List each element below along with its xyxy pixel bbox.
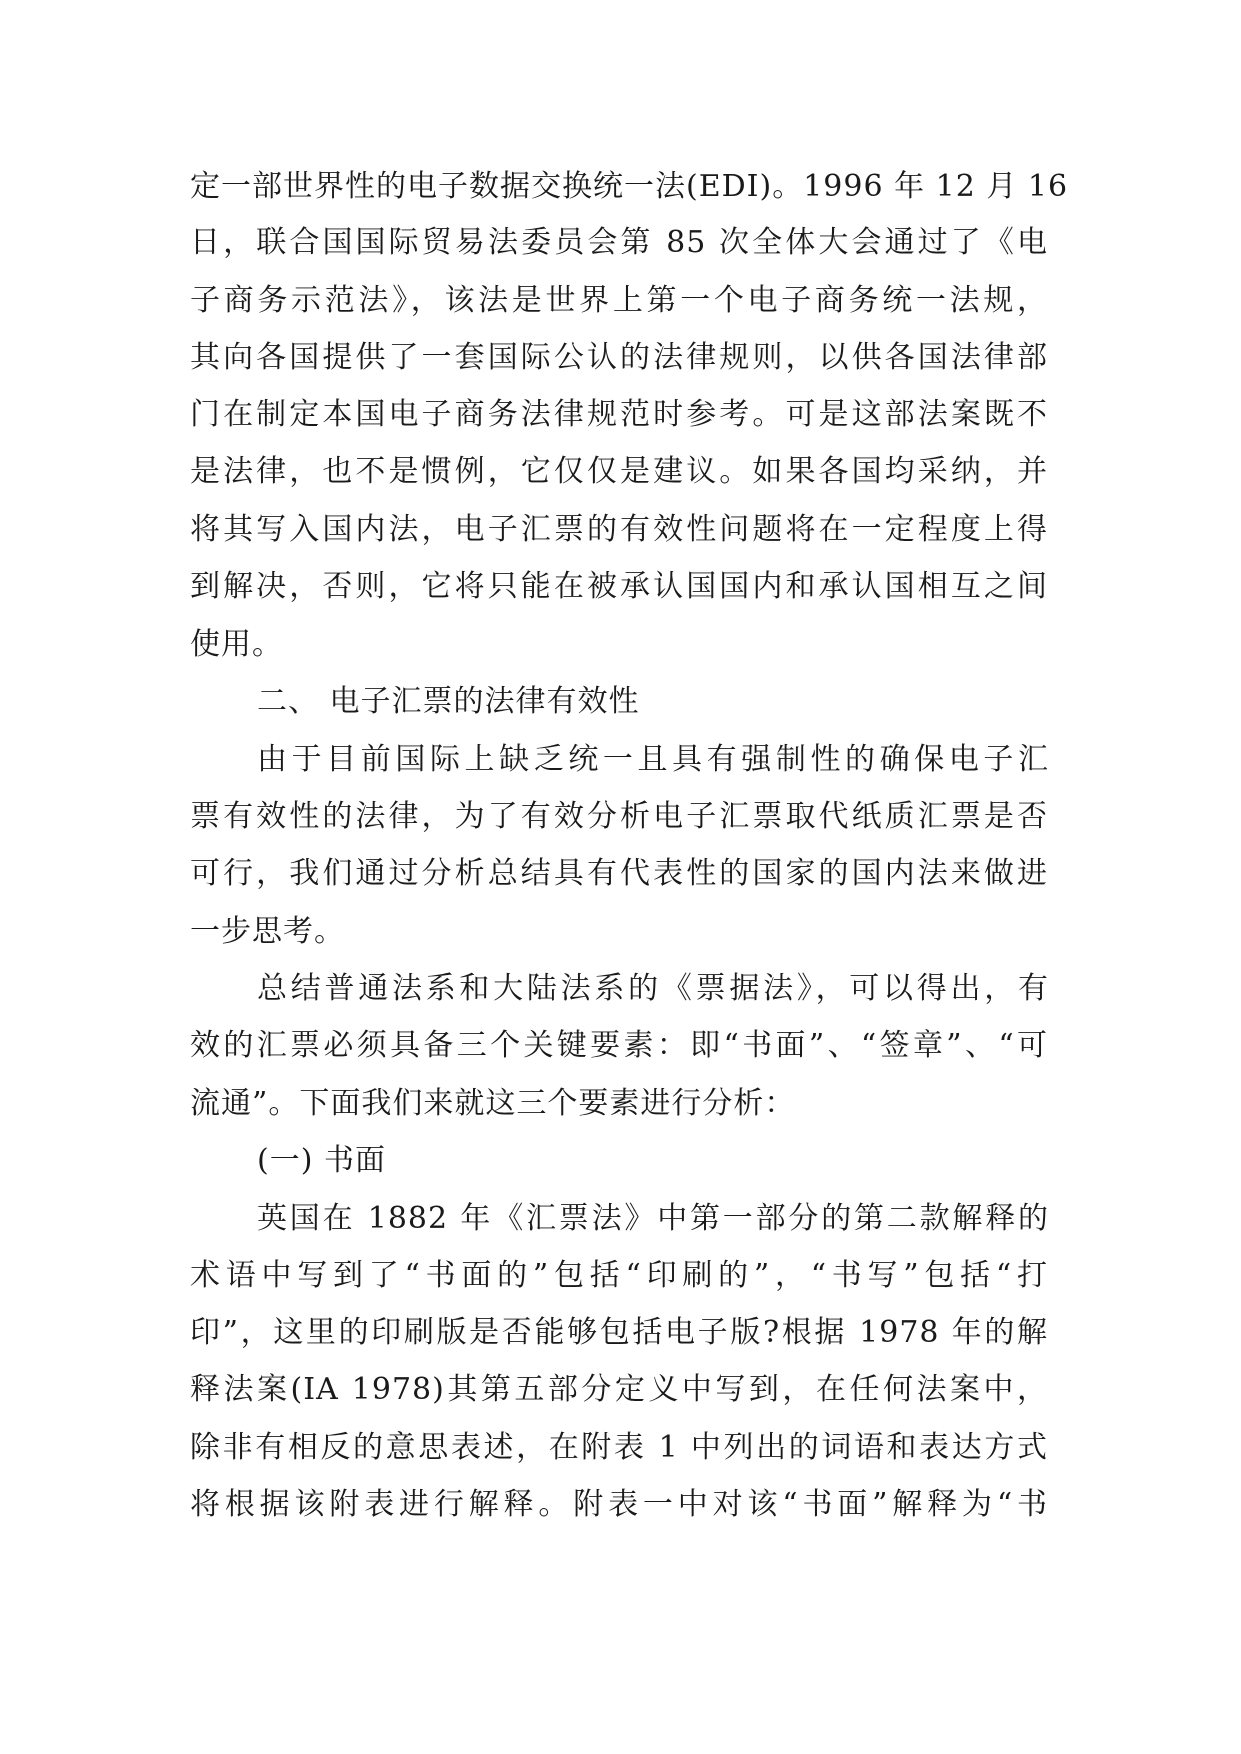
subsection-heading: (一) 书面 <box>257 1143 386 1178</box>
body-text-line: 将根据该附表进行解释。附表一中对该“书面”解释为“书 <box>190 1487 1048 1522</box>
body-text-line: 印”，这里的印刷版是否能够包括电子版?根据 1978 年的解 <box>190 1315 1048 1350</box>
body-text-line: 一步思考。 <box>190 914 345 949</box>
body-text-line: 总结普通法系和大陆法系的《票据法》，可以得出，有 <box>257 971 1049 1006</box>
body-text-line: 是法律，也不是惯例，它仅仅是建议。如果各国均采纳，并 <box>190 454 1048 489</box>
body-text-line: 子商务示范法》，该法是世界上第一个电子商务统一法规， <box>190 283 1048 318</box>
body-text-line: 其向各国提供了一套国际公认的法律规则，以供各国法律部 <box>190 340 1048 375</box>
body-text-line: 效的汇票必须具备三个关键要素：即“书面”、“签章”、“可 <box>190 1028 1048 1063</box>
body-text-line: 票有效性的法律，为了有效分析电子汇票取代纸质汇票是否 <box>190 799 1048 834</box>
body-text-line: 门在制定本国电子商务法律规范时参考。可是这部法案既不 <box>190 397 1048 432</box>
body-text-line: 除非有相反的意思表述，在附表 1 中列出的词语和表达方式 <box>190 1430 1048 1465</box>
section-heading: 二、 电子汇票的法律有效性 <box>257 684 640 719</box>
body-text-line: 可行，我们通过分析总结具有代表性的国家的国内法来做进 <box>190 856 1048 891</box>
body-text-line: 日，联合国国际贸易法委员会第 85 次全体大会通过了《电 <box>190 225 1048 260</box>
body-text-line: 流通”。下面我们来就这三个要素进行分析： <box>190 1086 796 1121</box>
body-text-line: 由于目前国际上缺乏统一且具有强制性的确保电子汇 <box>257 742 1049 777</box>
body-text-line: 术语中写到了“书面的”包括“印刷的”，“书写”包括“打 <box>190 1258 1048 1293</box>
body-text-line: 释法案(IA 1978)其第五部分定义中写到，在任何法案中， <box>190 1372 1048 1407</box>
body-text-line: 英国在 1882 年《汇票法》中第一部分的第二款解释的 <box>257 1201 1049 1236</box>
body-text-line: 将其写入国内法，电子汇票的有效性问题将在一定程度上得 <box>190 512 1048 547</box>
body-text-line: 定一部世界性的电子数据交换统一法(EDI)。1996 年 12 月 16 <box>190 169 1069 204</box>
body-text-line: 到解决，否则，它将只能在被承认国国内和承认国相互之间 <box>190 569 1048 604</box>
body-text-line: 使用。 <box>190 627 283 662</box>
